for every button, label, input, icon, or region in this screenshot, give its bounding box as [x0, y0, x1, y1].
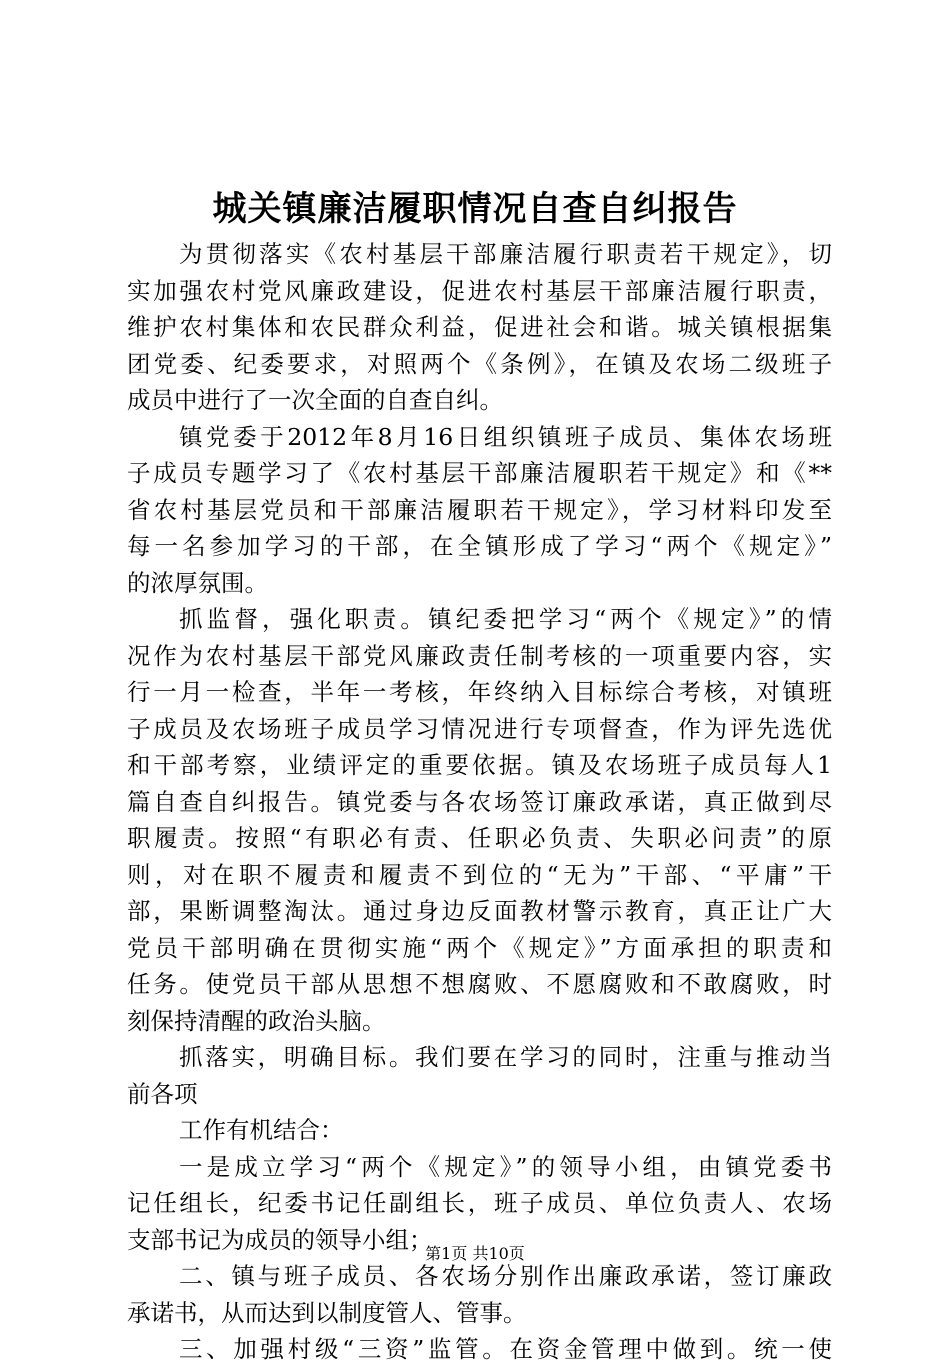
text-line: 承诺书，从而达到以制度管人、管事。	[127, 1298, 527, 1327]
text-line: 篇自查自纠报告。镇党委与各农场签订廉政承诺，真正做到尽	[127, 787, 832, 816]
text-line: 部，果断调整淘汰。通过身边反面教材警示教育，真正让广大	[127, 897, 832, 925]
text-line: 抓落实，明确目标。我们要在学习的同时，注重与推动当	[179, 1043, 832, 1071]
text-line: 成员中进行了一次全面的自查自纠。	[127, 386, 503, 414]
text-line: 职履责。按照“有职必有责、任职必负责、失职必问责”的原	[127, 824, 832, 852]
text-line: 省农村基层党员和干部廉洁履职若干规定》，学习材料印发至	[127, 495, 832, 524]
text-line: 记任组长，纪委书记任副组长，班子成员、单位负责人、农场	[127, 1189, 832, 1217]
text-line: 任务。使党员干部从思想不想腐败、不愿腐败和不敢腐败，时	[127, 970, 832, 998]
text-line: 的浓厚氛围。	[127, 568, 268, 597]
text-line: 团党委、纪委要求，对照两个《条例》，在镇及农场二级班子	[127, 349, 832, 378]
text-line: 子成员专题学习了《农村基层干部廉洁履职若干规定》和《**	[127, 459, 832, 487]
text-line: 则，对在职不履责和履责不到位的“无为”干部、“平庸”干	[127, 860, 832, 889]
page-footer: 第1页 共10页	[425, 1244, 525, 1263]
document-body	[127, 236, 832, 1368]
text-line: 三、加强村级“三资”监管。在资金管理中做到。统一使	[179, 1335, 832, 1363]
text-line: 支部书记为成员的领导小组；	[127, 1225, 433, 1254]
text-line: 抓监督，强化职责。镇纪委把学习“两个《规定》”的情	[179, 605, 832, 633]
text-line: 每一名参加学习的干部，在全镇形成了学习“两个《规定》”	[127, 532, 832, 560]
text-line: 党员干部明确在贯彻实施“两个《规定》”方面承担的职责和	[127, 933, 832, 962]
document-title: 城关镇廉洁履职情况自查自纠报告	[212, 189, 738, 229]
text-line: 前各项	[127, 1079, 198, 1108]
text-line: 二、镇与班子成员、各农场分别作出廉政承诺，签订廉政	[179, 1262, 832, 1290]
text-line: 为贯彻落实《农村基层干部廉洁履行职责若干规定》，切	[179, 240, 832, 268]
text-line: 镇党委于2012年8月16日组织镇班子成员、集体农场班	[179, 422, 832, 451]
text-line: 维护农村集体和农民群众利益，促进社会和谐。城关镇根据集	[127, 313, 832, 341]
text-line: 和干部考察，业绩评定的重要依据。镇及农场班子成员每人1	[127, 751, 832, 779]
text-line: 行一月一检查，半年一考核，年终纳入目标综合考核，对镇班	[127, 678, 832, 706]
text-line: 子成员及农场班子成员学习情况进行专项督查，作为评先选优	[127, 714, 832, 743]
text-line: 工作有机结合：	[179, 1116, 344, 1144]
text-line: 实加强农村党风廉政建设，促进农村基层干部廉洁履行职责，	[127, 276, 832, 305]
text-line: 况作为农村基层干部党风廉政责任制考核的一项重要内容，实	[127, 641, 832, 670]
text-line: 一是成立学习“两个《规定》”的领导小组，由镇党委书	[179, 1152, 832, 1181]
text-line: 刻保持清醒的政治头脑。	[127, 1006, 386, 1035]
